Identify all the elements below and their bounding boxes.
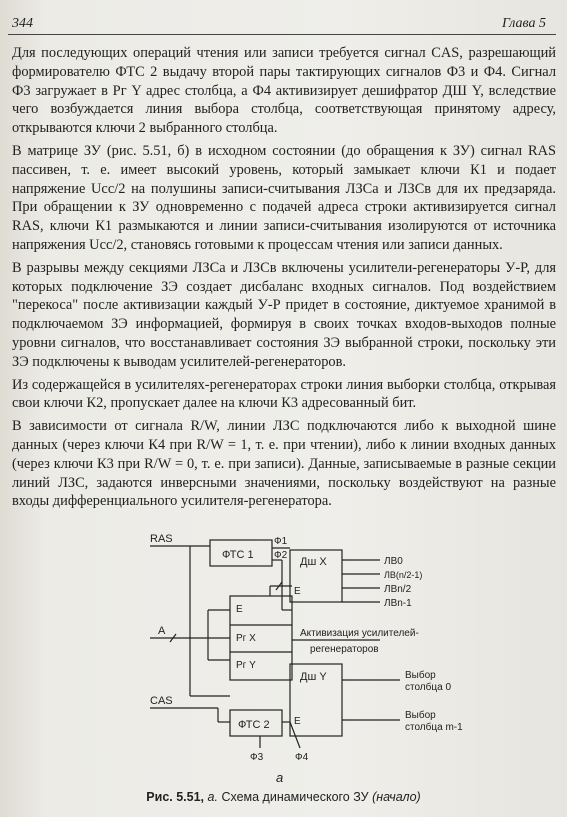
activation-label-1: Активизация усилителей-	[300, 628, 419, 639]
colm-label-1: Выбор	[405, 710, 436, 721]
paragraph: В разрывы между секциями ЛЗСа и ЛЗСв включены усилители-регенераторы У-Р, для которых подключение ЗЭ создает дисбаланс входных сигналов. Под воздействием "перекоса" после активизации каждый У-Р придет в состояние, диктуемое хранимой в подключаемом ЗЭ информацией, формируя в своих точках входов-выходов полные уровни сигналов, что восстанавливает состояния ЗЭ выбранной строки, поскольку эти ЗЭ подключены к выводам усилителей-регенераторов.	[12, 259, 556, 370]
caption-number: Рис. 5.51,	[146, 790, 205, 804]
lvn21-label: ЛВ(n/2-1)	[384, 570, 423, 580]
lvn2-label: ЛВn/2	[384, 584, 412, 595]
caption-note: (начало)	[372, 790, 421, 804]
circuit-diagram	[100, 510, 480, 785]
ras-label: RAS	[150, 533, 173, 545]
e-label-1: E	[236, 604, 243, 615]
body-text	[12, 44, 556, 515]
f2-label: Ф2	[274, 550, 288, 561]
paragraph: Из содержащейся в усилителях-регенераторах строки линия выборки столбца, открывая свои ключи К2, пропускает далее на ключи К3 адресованный бит.	[12, 376, 556, 412]
f4-label: Ф4	[295, 752, 309, 763]
rgy-label: Рг Y	[236, 660, 256, 671]
lv0-label: ЛВ0	[384, 556, 403, 567]
caption-text: Схема динамического ЗУ	[221, 790, 369, 804]
figure-caption	[0, 790, 567, 804]
dshx-label: Дш X	[300, 556, 327, 568]
activation-label-2: регенераторов	[310, 644, 379, 655]
col0-label-2: столбца 0	[405, 682, 452, 693]
e-label-y: E	[294, 716, 301, 727]
f1-label: Ф1	[274, 536, 288, 547]
paragraph: Для последующих операций чтения или записи требуется сигнал CAS, разрешающий формирователю ФТС 2 выдачу второй пары тактирующих сигналов Ф3 и Ф4. Сигнал Ф3 загружает в Рг Y адрес столбца, а Ф4 активизирует дешифратор ДШ Y, вследствие чего возбуждается линия выбора столбца, соответствующая принятому адресу, открываются ключи 2 выбранного столбца.	[12, 45, 556, 137]
cas-label: CAS	[150, 695, 173, 707]
fts1-label: ФТС 1	[222, 549, 254, 561]
paragraph: В матрице ЗУ (рис. 5.51, б) в исходном состоянии (до обращения к ЗУ) сигнал RAS пассивен, т. е. имеет высокий уровень, который замыкает ключи К1 и подает напряжение Ucc/2 на полушины записи-считывания ЛЗСа и ЛЗСв для их предзаряда. При обращении к ЗУ одновременно с подачей адреса строки активизируется сигнал RAS, ключи К1 размыкаются и линии записи-считывания изолируются от источника напряжения Ucc/2, становясь готовыми к процессам чтения или записи данных.	[12, 142, 556, 253]
fts2-label: ФТС 2	[238, 719, 270, 731]
caption-letter: а.	[207, 790, 218, 804]
diagram-svg	[100, 510, 480, 785]
lvn1-label: ЛВn-1	[384, 598, 412, 609]
page-header	[8, 18, 556, 35]
f3-label: Ф3	[250, 752, 264, 763]
a-label: A	[158, 625, 166, 637]
figure-letter: а	[276, 770, 284, 785]
page-number: 344	[12, 16, 33, 31]
paragraph: В зависимости от сигнала R/W, линии ЛЗС подключаются либо к выходной шине данных (через ключи К4 при R/W = 1, т. е. при чтении), либо к линии входных данных (через ключи К3 при R/W = 0, т. е. при записи). Данные, записываемые в разные секции линий ЛЗС, задаются инверсными значениями, поскольку воздействуют на разные входы дифференциального усилителя-регенератора.	[12, 418, 556, 510]
e-label-x: E	[294, 586, 301, 597]
col0-label-1: Выбор	[405, 670, 436, 681]
dshy-label: Дш Y	[300, 671, 327, 683]
chapter-label: Глава 5	[502, 16, 546, 31]
rgx-label: Рг X	[236, 633, 256, 644]
colm-label-2: столбца m-1	[405, 722, 463, 733]
